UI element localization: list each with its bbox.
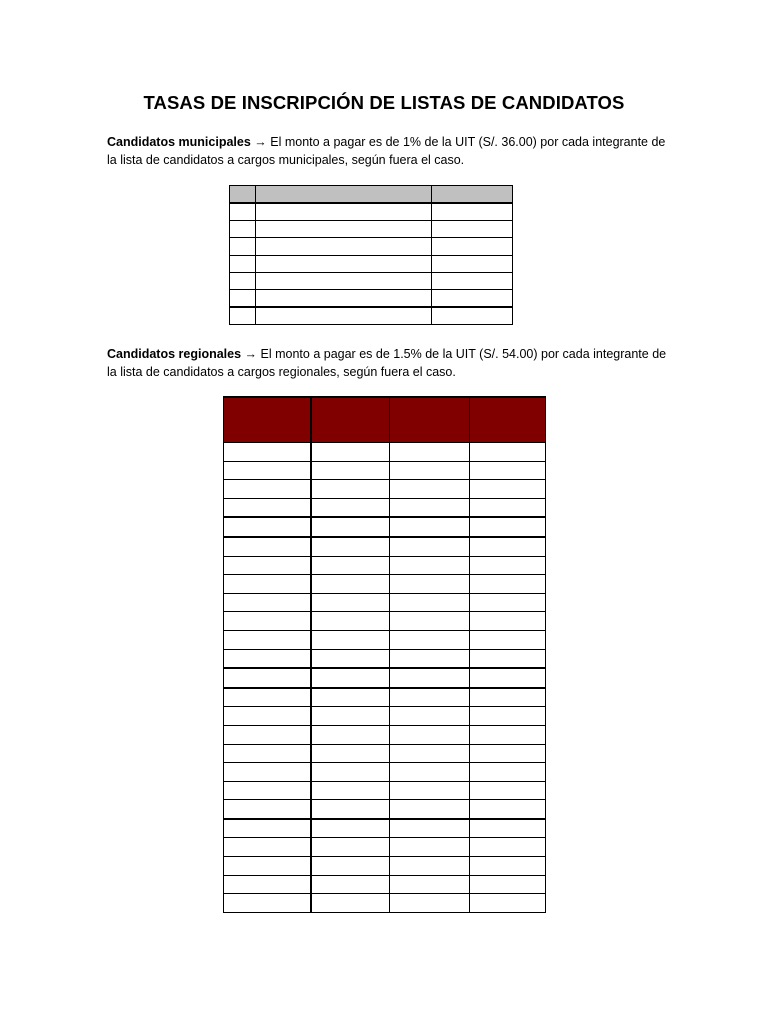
table-cell — [390, 612, 470, 631]
table-cell — [224, 819, 311, 838]
table-cell — [311, 894, 390, 913]
table-cell — [311, 461, 390, 480]
table-cell — [224, 630, 311, 649]
table-cell — [432, 238, 513, 255]
table-cell — [470, 537, 546, 556]
table-cell — [224, 498, 311, 517]
table-cell — [390, 838, 470, 857]
table-cell — [224, 707, 311, 726]
table-header-cell — [432, 186, 513, 204]
table-row — [224, 725, 546, 744]
table-cell — [390, 575, 470, 594]
table-row — [224, 649, 546, 668]
table-cell — [311, 707, 390, 726]
table-cell — [390, 498, 470, 517]
table-cell — [390, 443, 470, 462]
table-cell — [470, 630, 546, 649]
table-cell — [230, 203, 256, 221]
table-cell — [470, 688, 546, 707]
table-row — [224, 800, 546, 819]
table-cell — [224, 688, 311, 707]
table-cell — [470, 838, 546, 857]
table-cell — [311, 744, 390, 763]
table-cell — [230, 272, 256, 289]
table-cell — [224, 575, 311, 594]
table-row — [224, 537, 546, 556]
table-cell — [224, 461, 311, 480]
table-cell — [311, 593, 390, 612]
table-cell — [230, 255, 256, 272]
table-cell — [311, 857, 390, 876]
table-cell — [470, 819, 546, 838]
table-header-cell — [470, 397, 546, 443]
table-cell — [432, 221, 513, 238]
table-cell — [311, 517, 390, 537]
table-cell — [224, 649, 311, 668]
table-cell — [311, 630, 390, 649]
municipal-label: Candidatos municipales — [107, 135, 251, 149]
table-cell — [311, 556, 390, 575]
table-cell — [390, 707, 470, 726]
table-header-cell — [311, 397, 390, 443]
table-cell — [224, 443, 311, 462]
table-cell — [470, 480, 546, 499]
table-cell — [311, 688, 390, 707]
municipal-table-header — [230, 186, 513, 204]
table-cell — [311, 763, 390, 782]
table-cell — [224, 857, 311, 876]
table-row — [224, 630, 546, 649]
table-row — [224, 480, 546, 499]
table-row — [230, 203, 513, 221]
table-cell — [311, 537, 390, 556]
table-cell — [390, 537, 470, 556]
table-cell — [230, 221, 256, 238]
table-row — [224, 781, 546, 800]
table-cell — [256, 221, 432, 238]
table-cell — [390, 556, 470, 575]
table-cell — [311, 575, 390, 594]
table-row — [224, 498, 546, 517]
table-cell — [224, 838, 311, 857]
table-cell — [470, 894, 546, 913]
table-cell — [470, 763, 546, 782]
table-row — [224, 556, 546, 575]
table-cell — [256, 272, 432, 289]
table-row — [224, 461, 546, 480]
table-cell — [432, 289, 513, 307]
regional-label: Candidatos regionales — [107, 347, 242, 361]
table-cell — [390, 875, 470, 894]
table-cell — [224, 480, 311, 499]
table-cell — [390, 781, 470, 800]
table-cell — [470, 668, 546, 688]
table-cell — [390, 517, 470, 537]
table-cell — [390, 593, 470, 612]
table-row — [230, 307, 513, 325]
table-cell — [311, 725, 390, 744]
table-cell — [470, 461, 546, 480]
table-cell — [390, 630, 470, 649]
table-cell — [311, 498, 390, 517]
table-row — [224, 443, 546, 462]
table-cell — [311, 819, 390, 838]
table-row — [224, 612, 546, 631]
table-cell — [390, 763, 470, 782]
table-cell — [470, 612, 546, 631]
table-cell — [390, 857, 470, 876]
table-cell — [390, 668, 470, 688]
table-cell — [390, 894, 470, 913]
table-cell — [256, 307, 432, 325]
table-cell — [224, 744, 311, 763]
table-cell — [470, 649, 546, 668]
municipal-text: El monto a pagar es de 1% de la UIT (S/. 36.00) por cada integrante de la lista de candidatos a cargos municipales, según fuera el caso. — [107, 135, 666, 167]
table-cell — [224, 668, 311, 688]
table-cell — [390, 461, 470, 480]
table-header-cell — [256, 186, 432, 204]
table-cell — [470, 781, 546, 800]
table-cell — [390, 725, 470, 744]
table-cell — [390, 744, 470, 763]
regional-text: El monto a pagar es de 1.5% de la UIT (S/. 54.00) por cada integrante de la lista de candidatos a cargos regionales, según fuera el caso. — [107, 347, 667, 379]
table-cell — [311, 668, 390, 688]
table-cell — [470, 857, 546, 876]
arrow-icon: → — [254, 135, 267, 149]
table-cell — [224, 763, 311, 782]
table-cell — [224, 781, 311, 800]
table-cell — [224, 800, 311, 819]
table-cell — [311, 443, 390, 462]
table-cell — [470, 443, 546, 462]
table-cell — [256, 255, 432, 272]
regional-description — [107, 345, 672, 381]
table-cell — [224, 537, 311, 556]
table-cell — [230, 307, 256, 325]
table-cell — [432, 203, 513, 221]
table-cell — [224, 517, 311, 537]
table-cell — [470, 593, 546, 612]
table-cell — [470, 725, 546, 744]
table-row — [224, 593, 546, 612]
table-row — [224, 707, 546, 726]
table-header-cell — [224, 397, 311, 443]
table-cell — [230, 238, 256, 255]
table-cell — [311, 649, 390, 668]
table-row — [224, 517, 546, 537]
table-row — [230, 255, 513, 272]
table-cell — [432, 255, 513, 272]
table-cell — [470, 575, 546, 594]
table-cell — [470, 498, 546, 517]
table-cell — [224, 894, 311, 913]
table-cell — [224, 612, 311, 631]
table-row — [224, 575, 546, 594]
table-row — [230, 289, 513, 307]
arrow-icon: → — [244, 347, 258, 361]
table-cell — [470, 517, 546, 537]
table-row — [224, 819, 546, 838]
table-row — [224, 668, 546, 688]
municipal-fee-table — [229, 185, 513, 325]
table-cell — [432, 307, 513, 325]
table-row — [230, 272, 513, 289]
table-row — [224, 744, 546, 763]
table-row — [224, 875, 546, 894]
table-cell — [470, 875, 546, 894]
regional-fee-table — [223, 396, 546, 913]
table-cell — [470, 744, 546, 763]
table-cell — [224, 875, 311, 894]
table-cell — [256, 203, 432, 221]
table-header-cell — [230, 186, 256, 204]
table-cell — [311, 781, 390, 800]
table-cell — [390, 480, 470, 499]
table-row — [224, 688, 546, 707]
table-cell — [256, 289, 432, 307]
table-cell — [311, 875, 390, 894]
page-title: TASAS DE INSCRIPCIÓN DE LISTAS DE CANDIDATOS — [143, 92, 625, 113]
table-cell — [224, 556, 311, 575]
table-cell — [390, 800, 470, 819]
table-cell — [470, 556, 546, 575]
table-row — [230, 221, 513, 238]
municipal-description — [107, 133, 672, 169]
regional-table-header — [224, 397, 546, 443]
table-row — [224, 763, 546, 782]
table-cell — [224, 725, 311, 744]
table-cell — [470, 800, 546, 819]
table-row — [224, 838, 546, 857]
table-cell — [256, 238, 432, 255]
table-row — [224, 857, 546, 876]
table-row — [224, 894, 546, 913]
table-cell — [390, 819, 470, 838]
table-header-cell — [390, 397, 470, 443]
table-cell — [230, 289, 256, 307]
table-cell — [311, 480, 390, 499]
table-row — [230, 238, 513, 255]
table-cell — [224, 593, 311, 612]
table-cell — [311, 612, 390, 631]
table-cell — [390, 649, 470, 668]
table-cell — [470, 707, 546, 726]
table-cell — [390, 688, 470, 707]
table-cell — [311, 838, 390, 857]
table-cell — [311, 800, 390, 819]
table-cell — [432, 272, 513, 289]
